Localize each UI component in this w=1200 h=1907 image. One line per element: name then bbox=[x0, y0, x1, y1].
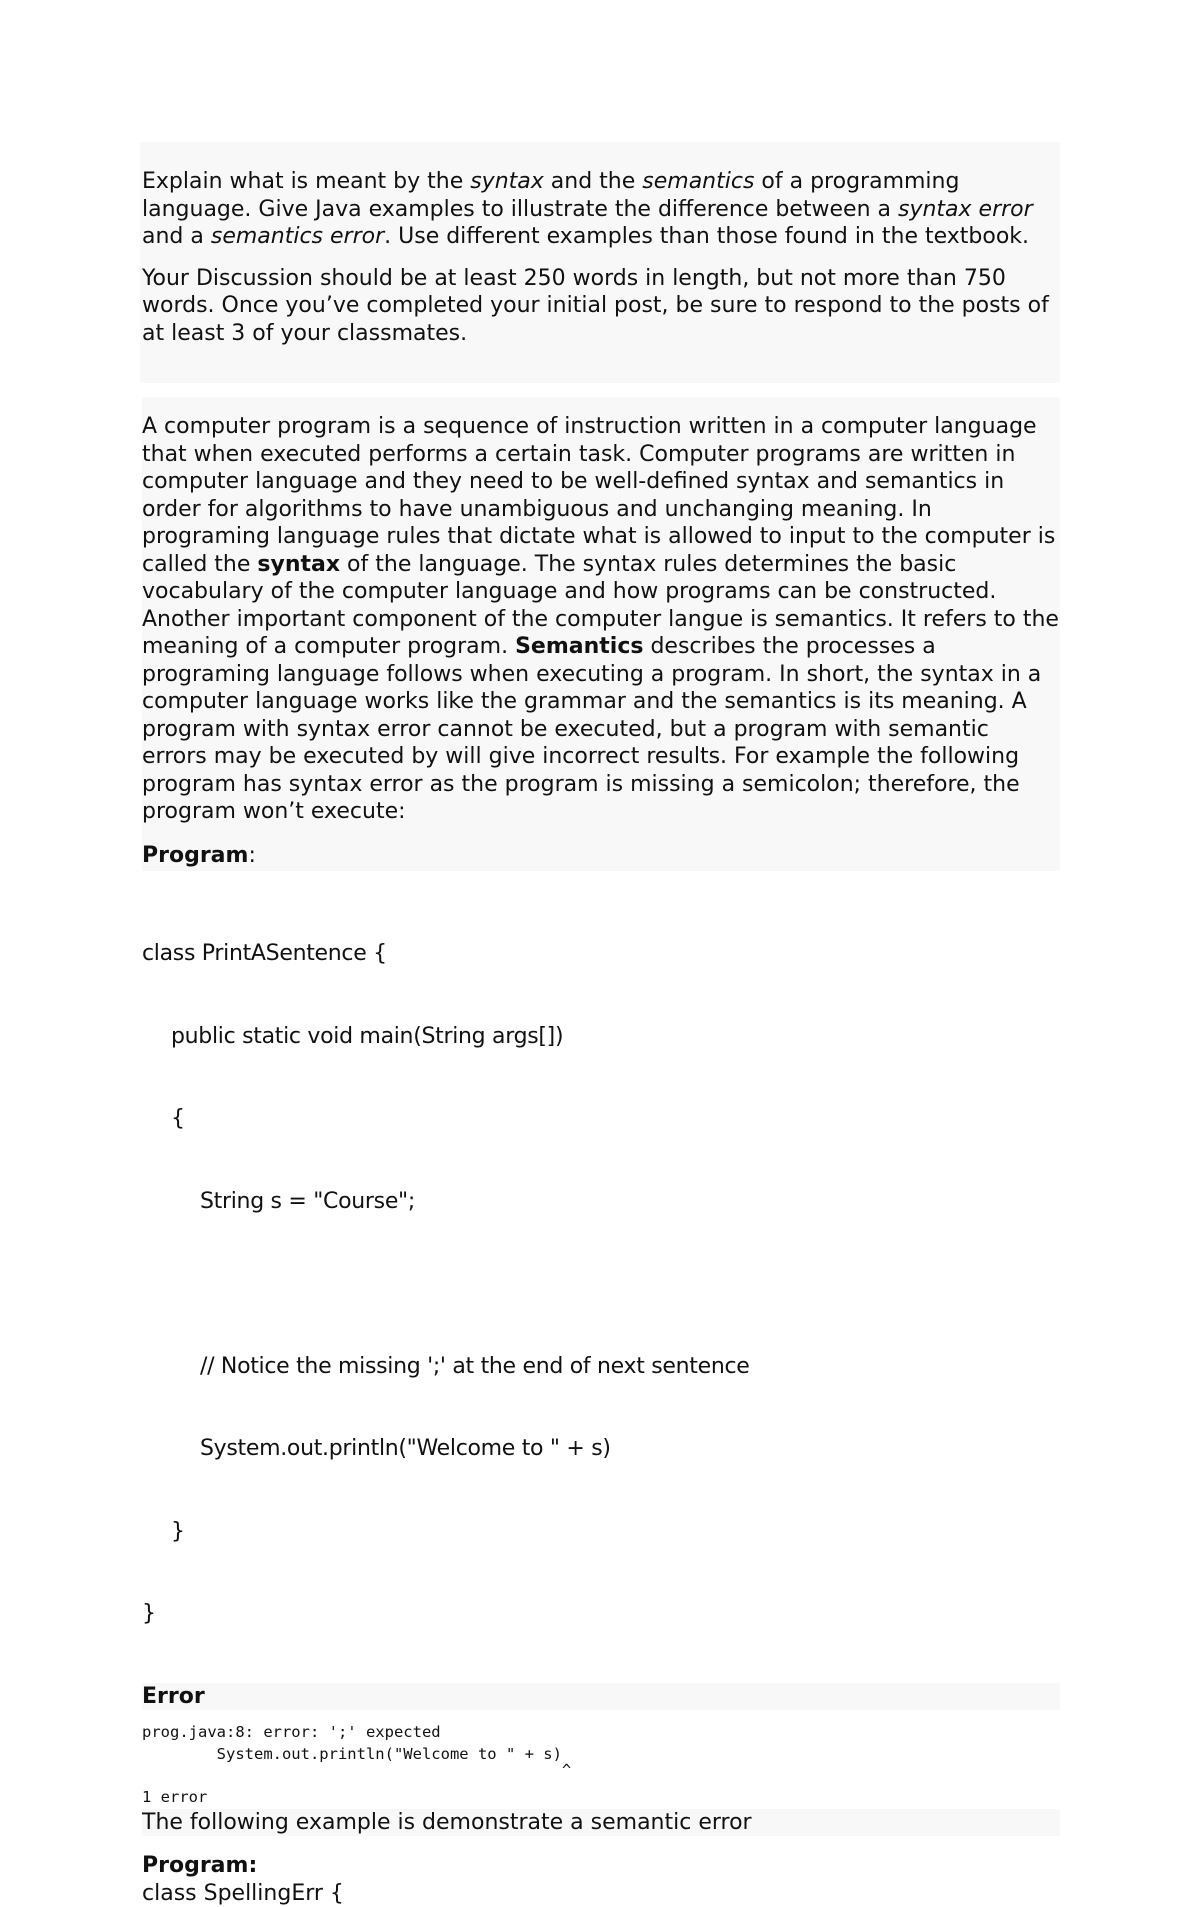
prompt-text-run: . Use different examples than those found in the textbook. bbox=[384, 224, 1029, 249]
answer-section bbox=[142, 397, 1060, 871]
answer-text-run: of the language. The syntax rules determines the basic vocabulary of the computer language and how programs can be constructed. Another important component of the computer langue is semantics. It refers to the meaning of a computer program. bbox=[142, 552, 1059, 660]
semantic-code-line: class SpellingErr { bbox=[142, 1880, 1060, 1907]
code-line: System.out.println("Welcome to " + s) bbox=[142, 1435, 1060, 1463]
code-line: public static void main(String args[]) bbox=[142, 1023, 1060, 1051]
compiler-line: prog.java:8: error: ';' expected bbox=[142, 1722, 1060, 1744]
assignment-prompt bbox=[140, 142, 1060, 383]
answer-paragraph bbox=[142, 413, 1060, 826]
prompt-text-run: syntax bbox=[470, 169, 544, 194]
answer-text-run: describes the processes a programing language follows when executing a program. In short, the syntax in a computer language works like the grammar and the semantics is its meaning. A program with syntax error cannot be executed, but a program with semantic errors may be executed by will give incorrect results. For example the following program has syntax error as the program is missing a semicolon; therefore, the program won’t execute: bbox=[142, 634, 1041, 824]
prompt-paragraph-2: Your Discussion should be at least 250 words in length, but not more than 750 words. Once you’ve completed your initial post, be sure to respond to the posts of at least 3 of your classmates. bbox=[142, 265, 1060, 348]
prompt-text-run: and a bbox=[142, 224, 211, 249]
compiler-output bbox=[142, 1722, 1060, 1809]
code-line: { bbox=[142, 1105, 1060, 1133]
semantic-program-label-text: Program: bbox=[142, 1853, 257, 1878]
answer-text-run: syntax bbox=[257, 552, 340, 577]
program-label-colon: : bbox=[248, 843, 255, 868]
code-line: class PrintASentence { bbox=[142, 940, 1060, 968]
compiler-line: System.out.println("Welcome to " + s) bbox=[142, 1744, 1060, 1766]
prompt-text-run: semantics error bbox=[211, 224, 384, 249]
document-page bbox=[142, 142, 1060, 1907]
code-line: } bbox=[142, 1518, 1060, 1546]
compiler-line: 1 error bbox=[142, 1787, 1060, 1809]
answer-text-run: Semantics bbox=[515, 634, 643, 659]
prompt-paragraph-1 bbox=[142, 168, 1060, 251]
error-title: Error bbox=[142, 1683, 1060, 1711]
prompt-text-run: and the bbox=[544, 169, 642, 194]
prompt-text-run: of a programming language. Give Java examples to illustrate the difference between a bbox=[142, 169, 959, 222]
syntax-error-code bbox=[142, 885, 1060, 1683]
prompt-text-run: syntax error bbox=[898, 197, 1033, 222]
semantic-program-label bbox=[142, 1852, 1060, 1880]
prompt-text-run: semantics bbox=[642, 169, 754, 194]
program-label-text: Program bbox=[142, 843, 248, 868]
compiler-caret: ^ bbox=[142, 1765, 1060, 1775]
code-line: // Notice the missing ';' at the end of next sentence bbox=[142, 1353, 1060, 1381]
code-line: } bbox=[142, 1600, 1060, 1628]
answer-text-run: A computer program is a sequence of instruction written in a computer language that when executed performs a certain task. Computer programs are written in computer language and they need to be well-defined syntax and semantics in order for algorithms to have unambiguous and unchanging meaning. In programing language rules that dictate what is allowed to input to the computer is called the bbox=[142, 414, 1055, 577]
program-label bbox=[142, 842, 1060, 870]
code-line bbox=[142, 1270, 1060, 1298]
code-line: String s = "Course"; bbox=[142, 1188, 1060, 1216]
semantic-intro: The following example is demonstrate a semantic error bbox=[142, 1809, 1060, 1837]
prompt-text-run: Explain what is meant by the bbox=[142, 169, 470, 194]
